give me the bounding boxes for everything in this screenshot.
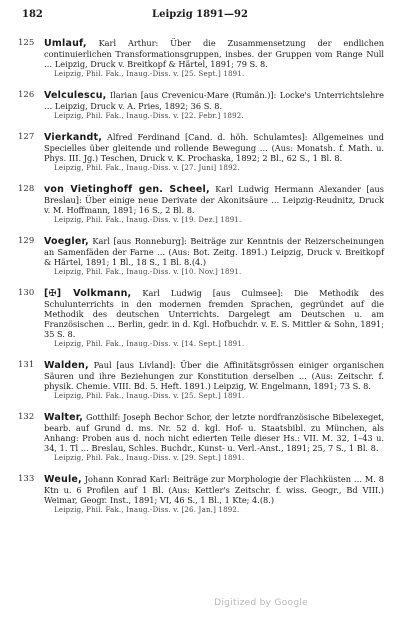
author-surname: Umlauf, xyxy=(44,38,87,49)
entry-number: 126 xyxy=(18,90,35,100)
entry-list xyxy=(18,38,384,526)
entry-number: 125 xyxy=(18,38,35,48)
entry-note: Leipzig, Phil. Fak., Inaug.-Diss. v. [26. Jan.] 1892. xyxy=(54,506,240,514)
entry-number: 127 xyxy=(18,132,35,142)
bibliography-entry xyxy=(18,474,384,515)
author-surname: Walter, xyxy=(44,412,84,423)
bibliography-entry xyxy=(18,184,384,225)
entry-body xyxy=(44,236,384,277)
entry-note: Leipzig, Phil. Fak., Inaug.-Diss. v. [22. Febr.] 1892. xyxy=(54,112,244,120)
entry-number: 131 xyxy=(18,360,35,370)
entry-text: Alfred Ferdinand [Cand. d. höh. Schulamtes]: Allgemeines und Specielles über gleitende und rollende Bewegung … (Aus: Monatsh. f. Math. u. Phys. III. Jg.) Teschen, Druck v. K. Prochaska, 1892; 2 Bl., 62 S., 1 Bl. 8. xyxy=(44,132,385,163)
author-surname: Vierkandt, xyxy=(44,132,103,143)
running-head: Leipzig 1891—92 xyxy=(152,9,248,20)
entry-text: Gotthilf: Joseph Bechor Schor, der letzte nordfranzösische Bibelexeget, bearb. auf Grund d. ms. Nr. 52 d. kgl. Hof- u. Staatsbibl. zu München, als Anhang: Proben aus d. noch nicht edierten Teile dieser Hs.: VII. M. 32, 1–43 u. 34, 1. Tl … Breslau, Schles. Buchdr., Kunst- u. Verl.-Anst., 1891; 25, 7 S., 1 Bl. 8. xyxy=(44,412,384,453)
entry-note: Leipzig, Phil. Fak., Inaug.-Diss. v. [29. Sept.] 1891. xyxy=(54,454,245,462)
entry-number: 128 xyxy=(18,184,35,194)
entry-note: Leipzig, Phil. Fak., Inaug.-Diss. v. [27. Juni] 1892. xyxy=(54,164,240,172)
digitization-watermark: Digitized by Google xyxy=(214,598,308,608)
entry-note: Leipzig, Phil. Fak., Inaug.-Diss. v. [25. Sept.] 1891. xyxy=(54,70,245,78)
entry-text: Johann Konrad Karl: Beiträge zur Morphologie der Flachküsten … M. 8 Ktn u. 6 Profilen auf 1 Bl. (Aus: Kettler's Zeitschr. f. wiss. Geogr., Bd VIII.) Weimar, Geogr. Inst., 1891; VI, 46 S., 1 Bl., 1 Kte; 4.(8.) xyxy=(44,474,384,505)
author-surname: Velculescu, xyxy=(44,90,107,101)
author-surname: Voegler, xyxy=(44,236,89,247)
entry-body xyxy=(44,90,384,121)
entry-text: Ilarian [aus Crevenicu-Mare (Rumän.)]: Locke's Unterrichtslehre … Leipzig, Druck v. A. Pries, 1892; 36 S. 8. xyxy=(44,90,384,111)
entry-body xyxy=(44,360,384,401)
entry-text: Karl [aus Ronneburg]: Beiträge zur Kenntnis der Reizerscheinungen an Samenfäden der Farne … (Aus: Bot. Zeitg. 1891.) Leipzig, Druck v. Breitkopf & Härtel, 1891; 1 Bl., 18 S., 1 Bl. 8.(4.) xyxy=(44,236,385,267)
author-surname: Weule, xyxy=(44,474,82,485)
bibliography-entry xyxy=(18,38,384,79)
bibliography-entry xyxy=(18,288,384,349)
entry-text: Karl Ludwig [aus Culmsee]: Die Methodik des Schulunterrichts in den modernen fremden Sprachen, gegründet auf die Methodik des deutschen Unterrichts. Dargelegt am Deutschen u. am Französischen … Berlin, gedr. in d. Kgl. Hofbuchdr. v. E. S. Mittler & Sohn, 1891; 35 S. 8. xyxy=(44,288,384,339)
entry-number: 133 xyxy=(18,474,35,484)
page-number: 182 xyxy=(22,9,43,20)
entry-body xyxy=(44,132,384,173)
entry-body xyxy=(44,38,384,79)
entry-text: Paul [aus Livland]: Über die Affinitätsgrössen einiger organischen Säuren und ihre Beziehungen zur Konstitution derselben … (Aus: Zeitschr. f. physik. Chemie. VIII. Bd. 5. Heft. 1891.) Leipzig, W. Engelmann, 1891; 73 S. 8. xyxy=(44,360,384,391)
entry-number: 129 xyxy=(18,236,35,246)
entry-body xyxy=(44,412,384,463)
entry-text: Karl Arthur: Über die Zusammensetzung der endlichen continuierlichen Transformationsgruppen, insbes. der Gruppen vom Range Null … Leipzig, Druck v. Breitkopf & Härtel, 1891; 79 S. 8. xyxy=(44,38,384,69)
bibliography-entry xyxy=(18,412,384,463)
entry-body xyxy=(44,288,384,349)
author-surname: Walden, xyxy=(44,360,89,371)
entry-note: Leipzig, Phil. Fak., Inaug.-Diss. v. [19. Dez.] 1891. xyxy=(54,216,242,224)
entry-body xyxy=(44,474,384,515)
entry-note: Leipzig, Phil. Fak., Inaug.-Diss. v. [14. Sept.] 1891. xyxy=(54,340,245,348)
entry-number: 132 xyxy=(18,412,35,422)
bibliography-entry xyxy=(18,90,384,121)
entry-note: Leipzig, Phil. Fak., Inaug.-Diss. v. [25. Sept.] 1891. xyxy=(54,392,245,400)
page-header xyxy=(18,8,382,24)
author-surname: [✠] Volkmann, xyxy=(44,288,132,299)
bibliography-entry xyxy=(18,360,384,401)
entry-note: Leipzig, Phil. Fak., Inaug.-Diss. v. [10. Nov.] 1891. xyxy=(54,268,242,276)
entry-body xyxy=(44,184,384,225)
bibliography-entry xyxy=(18,236,384,277)
entry-text: Karl Ludwig Hermann Alexander [aus Breslau]: Über einige neue Derivate der Akonitsäure … Leipzig-Reudnitz, Druck v. M. Hoffmann, 1891; 16 S., 2 Bl. 8. xyxy=(44,184,384,215)
bibliography-entry xyxy=(18,132,384,173)
entry-number: 130 xyxy=(18,288,35,298)
author-surname: von Vietinghoff gen. Scheel, xyxy=(44,184,210,195)
